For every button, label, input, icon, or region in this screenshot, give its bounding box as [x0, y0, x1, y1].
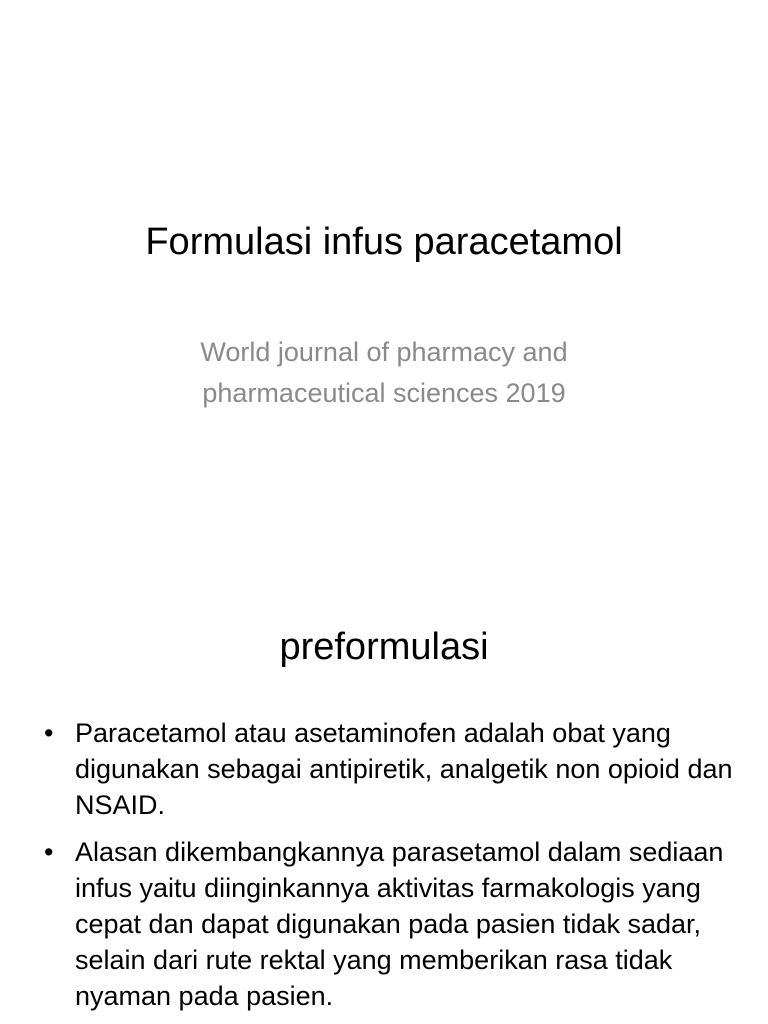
bullet-list: [44, 715, 744, 1024]
slide-heading: preformulasi: [279, 626, 489, 668]
subtitle-line: pharmaceutical sciences 2019: [202, 378, 566, 408]
bullet-icon: •: [44, 837, 54, 867]
bullet-item: [44, 834, 744, 1014]
bullet-icon: •: [44, 718, 54, 748]
subtitle-line: World journal of pharmacy and: [200, 337, 568, 367]
bullet-text: Paracetamol atau asetaminofen adalah obat yang digunakan sebagai antipiretik, analgetik non opioid dan NSAID.: [75, 718, 733, 820]
slide-title-heading: Formulasi infus paracetamol: [145, 221, 623, 263]
slide-subtitle: [0, 332, 768, 414]
bullet-item: [44, 715, 744, 823]
slide-preformulasi: [0, 575, 768, 1024]
bullet-text: Alasan dikembangkannya parasetamol dalam sediaan infus yaitu diinginkannya aktivitas farmakologis yang cepat dan dapat digunakan pada pasien tidak sadar, selain dari rute rektal yang memberikan rasa tidak nyaman pada pasien.: [75, 837, 724, 1011]
